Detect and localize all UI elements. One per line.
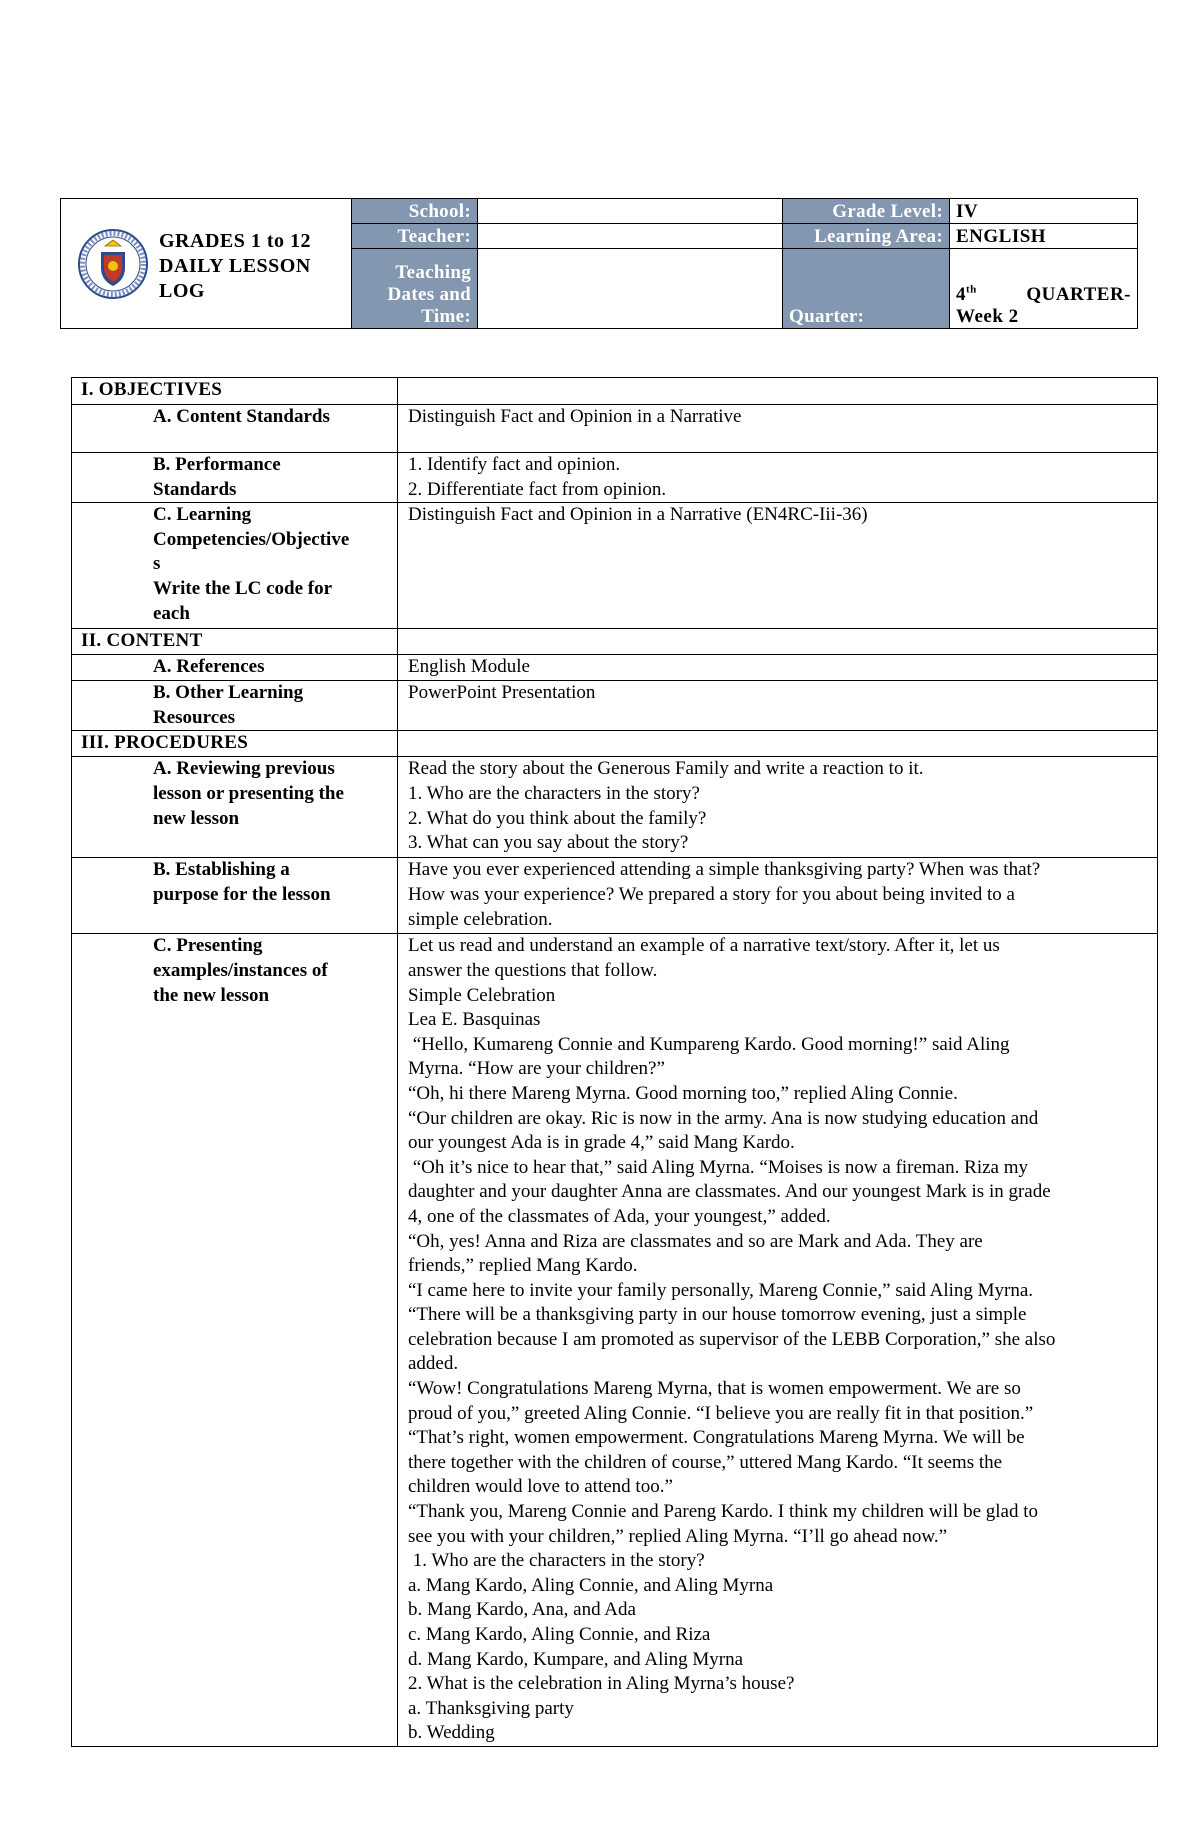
establishing-purpose-value[interactable] <box>398 858 1158 934</box>
establishing-purpose-label <box>72 858 398 934</box>
content-line: 1. Identify fact and opinion. <box>408 454 621 475</box>
story-line: c. Mang Kardo, Aling Connie, and Riza <box>408 1624 711 1645</box>
learning-area-value[interactable]: ENGLISH <box>950 224 1138 249</box>
teaching-dates-label <box>352 249 478 329</box>
label-line: Resources <box>153 706 235 728</box>
learning-area-label: Learning Area: <box>783 224 950 249</box>
story-line: “Our children are okay. Ric is now in the army. Ana is now studying education and <box>408 1107 1039 1129</box>
section-heading-objectives: I. OBJECTIVES <box>72 378 398 405</box>
content-line: 2. Differentiate fact from opinion. <box>408 478 667 500</box>
label-line: B. Performance <box>153 454 281 475</box>
header-table <box>60 198 1138 329</box>
label-line: Write the LC code for <box>153 577 333 599</box>
table-row <box>72 378 1158 405</box>
empty-cell <box>398 731 1158 757</box>
content-standards-value[interactable]: Distinguish Fact and Opinion in a Narrative <box>398 405 1158 453</box>
story-line: b. Wedding <box>408 1722 495 1744</box>
content-line: 2. What do you think about the family? <box>408 807 707 829</box>
table-row <box>72 405 1158 453</box>
label-line: A. Reviewing previous <box>153 758 335 780</box>
story-line: Simple Celebration <box>408 984 556 1006</box>
grade-level-label: Grade Level: <box>783 199 950 224</box>
story-line: Lea E. Basquinas <box>408 1009 541 1031</box>
table-row <box>72 453 1158 503</box>
label-line: C. Learning <box>153 504 252 526</box>
empty-cell <box>398 629 1158 655</box>
label-line: Competencies/Objective <box>153 528 350 550</box>
deped-seal-icon <box>77 228 149 300</box>
empty-cell <box>398 378 1158 405</box>
logo-cell <box>61 199 352 329</box>
performance-standards-value[interactable] <box>398 453 1158 503</box>
story-line: see you with your children,” replied Aling Myrna. “I’ll go ahead now.” <box>408 1525 948 1547</box>
story-line: proud of you,” greeted Aling Connie. “I believe you are really fit in that position.” <box>408 1402 1034 1424</box>
content-line: How was your experience? We prepared a story for you about being invited to a <box>408 883 1015 905</box>
label-line: s <box>153 553 161 575</box>
story-line: “I came here to invite your family personally, Mareng Connie,” said Aling Myrna. <box>408 1279 1034 1301</box>
story-line: d. Mang Kardo, Kumpare, and Aling Myrna <box>408 1648 744 1670</box>
story-line: there together with the children of course,” uttered Mang Kardo. “It seems the <box>408 1451 1003 1473</box>
presenting-examples-value[interactable] <box>398 934 1158 1747</box>
section-heading-procedures: III. PROCEDURES <box>72 731 398 757</box>
story-line: daughter and your daughter Anna are classmates. And our youngest Mark is in grade <box>408 1181 1051 1203</box>
table-row <box>72 731 1158 757</box>
label-line: the new lesson <box>153 984 270 1006</box>
references-value[interactable]: English Module <box>398 655 1158 681</box>
presenting-examples-label <box>72 934 398 1747</box>
table-row <box>72 629 1158 655</box>
story-line: b. Mang Kardo, Ana, and Ada <box>408 1599 636 1621</box>
quarter-week: Week 2 <box>956 306 1019 327</box>
content-line: simple celebration. <box>408 908 553 930</box>
label-line: Time: <box>421 306 471 327</box>
story-line: 2. What is the celebration in Aling Myrna’s house? <box>408 1673 795 1695</box>
reviewing-previous-lesson-value[interactable] <box>398 757 1158 858</box>
story-line: children would love to attend too.” <box>408 1476 673 1498</box>
log-title-line: DAILY LESSON <box>159 255 311 277</box>
content-line: 1. Who are the characters in the story? <box>408 782 700 804</box>
lesson-log-table <box>71 377 1158 1747</box>
content-line: 3. What can you say about the story? <box>408 832 689 854</box>
content-standards-label: A. Content Standards <box>72 405 398 453</box>
story-line: Myrna. “How are your children?” <box>408 1058 665 1080</box>
school-value[interactable] <box>478 199 783 224</box>
log-title <box>159 229 311 304</box>
log-title-line: LOG <box>159 280 205 302</box>
quarter-text: QUARTER- <box>1026 284 1131 305</box>
table-row <box>72 858 1158 934</box>
story-line: a. Thanksgiving party <box>408 1697 574 1719</box>
label-line: Standards <box>153 478 237 500</box>
performance-standards-label <box>72 453 398 503</box>
story-line: Let us read and understand an example of a narrative text/story. After it, let us <box>408 935 1000 957</box>
teaching-dates-value[interactable] <box>478 249 783 329</box>
story-line: “Thank you, Mareng Connie and Pareng Kardo. I think my children will be glad to <box>408 1501 1039 1523</box>
table-row <box>72 681 1158 731</box>
table-row <box>72 655 1158 681</box>
references-label: A. References <box>72 655 398 681</box>
table-row <box>72 757 1158 858</box>
quarter-label: Quarter: <box>783 249 950 329</box>
teacher-value[interactable] <box>478 224 783 249</box>
other-resources-label <box>72 681 398 731</box>
story-line: a. Mang Kardo, Aling Connie, and Aling Myrna <box>408 1574 774 1596</box>
log-title-line: GRADES 1 to 12 <box>159 230 312 252</box>
label-line: lesson or presenting the <box>153 782 344 804</box>
quarter-number: 4 <box>956 284 966 305</box>
label-line: each <box>153 602 190 624</box>
table-row <box>72 503 1158 629</box>
quarter-suffix: th <box>966 283 977 296</box>
label-line: new lesson <box>153 807 240 829</box>
label-line: purpose for the lesson <box>153 883 331 905</box>
grade-level-value[interactable]: IV <box>950 199 1138 224</box>
learning-competencies-label <box>72 503 398 629</box>
story-line: celebration because I am promoted as supervisor of the LEBB Corporation,” she also <box>408 1328 1056 1350</box>
label-line: B. Establishing a <box>153 859 290 881</box>
story-line: answer the questions that follow. <box>408 959 658 981</box>
story-line: “Wow! Congratulations Mareng Myrna, that is women empowerment. We are so <box>408 1378 1021 1400</box>
other-resources-value[interactable]: PowerPoint Presentation <box>398 681 1158 731</box>
content-line: Read the story about the Generous Family and write a reaction to it. <box>408 758 924 780</box>
label-line: B. Other Learning <box>153 682 304 704</box>
story-line: “Oh it’s nice to hear that,” said Aling Myrna. “Moises is now a fireman. Riza my <box>408 1156 1028 1178</box>
teacher-label: Teacher: <box>352 224 478 249</box>
label-line: examples/instances of <box>153 959 328 981</box>
table-row <box>72 934 1158 1747</box>
label-line: C. Presenting <box>153 935 263 957</box>
reviewing-previous-lesson-label <box>72 757 398 858</box>
content-line: Have you ever experienced attending a simple thanksgiving party? When was that? <box>408 859 1041 881</box>
story-line: added. <box>408 1353 459 1375</box>
school-label: School: <box>352 199 478 224</box>
story-line: “Oh, yes! Anna and Riza are classmates and so are Mark and Ada. They are <box>408 1230 983 1252</box>
story-line: 4, one of the classmates of Ada, your youngest,” added. <box>408 1205 831 1227</box>
story-line: “That’s right, women empowerment. Congratulations Mareng Myrna. We will be <box>408 1427 1025 1449</box>
story-line: “There will be a thanksgiving party in our house tomorrow evening, just a simple <box>408 1304 1027 1326</box>
label-line: Teaching <box>395 262 471 283</box>
story-line: our youngest Ada is in grade 4,” said Mang Kardo. <box>408 1132 795 1154</box>
story-line: friends,” replied Mang Kardo. <box>408 1255 638 1277</box>
quarter-value[interactable] <box>950 249 1138 329</box>
learning-competencies-value[interactable]: Distinguish Fact and Opinion in a Narrative (EN4RC-Iii-36) <box>398 503 1158 629</box>
story-line: 1. Who are the characters in the story? <box>408 1550 705 1572</box>
story-line: “Hello, Kumareng Connie and Kumpareng Kardo. Good morning!” said Aling <box>408 1033 1010 1055</box>
label-line: Dates and <box>387 284 471 305</box>
section-heading-content: II. CONTENT <box>72 629 398 655</box>
story-line: “Oh, hi there Mareng Myrna. Good morning too,” replied Aling Connie. <box>408 1082 958 1104</box>
